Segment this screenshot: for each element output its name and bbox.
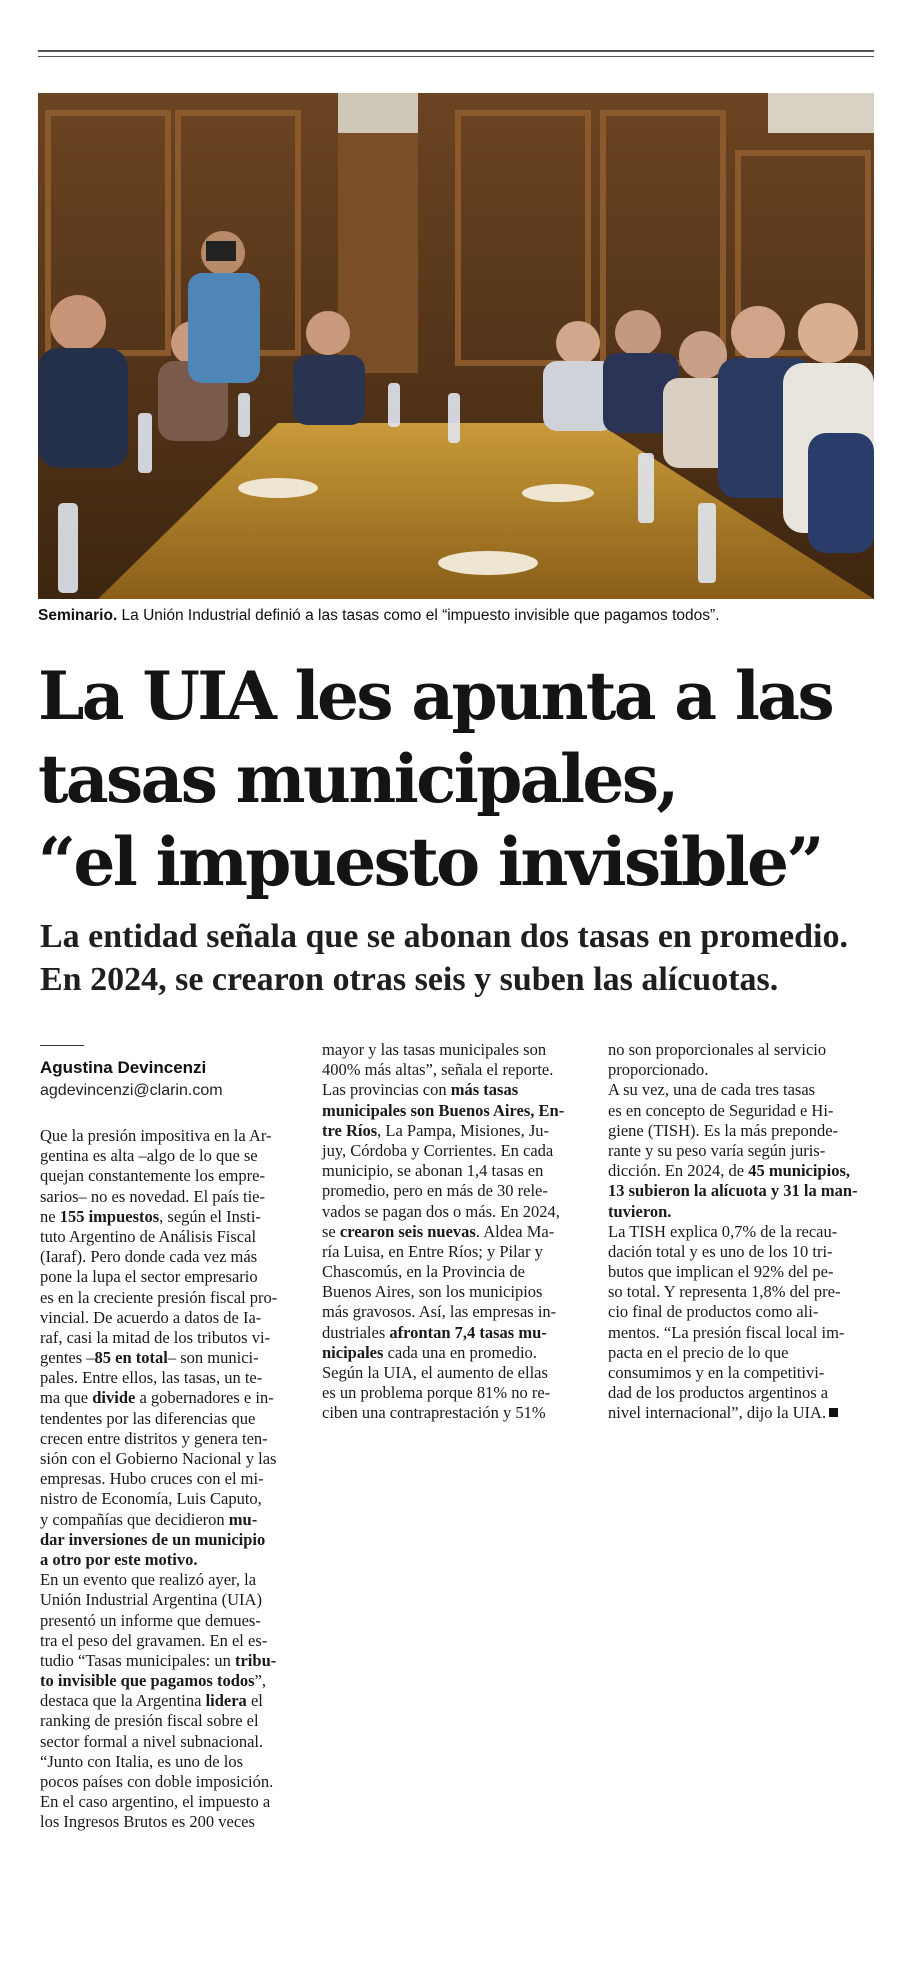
body-text: cada una en promedio. <box>383 1342 537 1362</box>
body-bold-text: municipales son Buenos Aires, En- <box>322 1100 565 1120</box>
body-text: “Junto con Italia, es uno de los <box>40 1751 243 1771</box>
body-line <box>608 1161 872 1181</box>
body-line <box>40 1227 304 1247</box>
body-bold-text: tribu- <box>234 1650 277 1670</box>
body-bold-text: 45 municipios, <box>748 1161 850 1181</box>
body-text: pacta en el precio de lo que <box>608 1342 789 1362</box>
body-line <box>322 1282 586 1302</box>
body-line <box>40 1247 304 1267</box>
body-text: nivel internacional”, dijo la UIA. <box>608 1403 827 1423</box>
author-email[interactable]: agdevincenzi@clarin.com <box>40 1082 223 1099</box>
body-line <box>40 1510 304 1530</box>
body-line <box>322 1101 586 1121</box>
body-text: proporcionado. <box>608 1060 709 1080</box>
body-bold-text: divide <box>92 1388 136 1408</box>
body-line <box>608 1343 872 1363</box>
body-bold-text: 13 subieron la alícuota y 31 la man- <box>608 1181 858 1201</box>
body-bold-text: 155 impuestos <box>59 1206 160 1226</box>
body-text: giene (TISH). Es la más prepondе- <box>608 1120 839 1140</box>
body-line <box>40 1651 304 1671</box>
body-text: pone la lupa el sector empresario <box>40 1267 258 1287</box>
body-text: dustriales <box>322 1322 390 1342</box>
subheadline <box>40 915 880 1001</box>
body-bold-text: dar inversiones de un municipio <box>40 1529 266 1549</box>
body-text: butos que implican el 92% del pe- <box>608 1262 834 1282</box>
body-text: ranking de presión fiscal sobre el <box>40 1711 259 1731</box>
body-line <box>40 1772 304 1792</box>
body-line <box>322 1202 586 1222</box>
body-line <box>40 1348 304 1368</box>
body-line <box>40 1288 304 1308</box>
body-line <box>40 1752 304 1772</box>
body-line <box>40 1590 304 1610</box>
body-column-1 <box>40 1126 304 1833</box>
top-rule-thin <box>38 56 874 57</box>
body-text: juy, Córdoba y Corrientes. En cada <box>322 1140 554 1160</box>
body-line <box>40 1449 304 1469</box>
body-bold-text: 85 en total <box>94 1348 168 1368</box>
body-line <box>322 1080 586 1100</box>
seminar-photo <box>38 93 874 599</box>
body-text: tra el peso del gravamen. En el es- <box>40 1630 268 1650</box>
body-text: crecen entre distritos y genera ten- <box>40 1428 268 1448</box>
body-text: los Ingresos Brutos es 200 veces <box>40 1812 255 1832</box>
headline-line-2: tasas municipales, <box>38 740 677 818</box>
body-text: sector formal a nivel subnacional. <box>40 1731 264 1751</box>
body-text: es un problema porque 81% no re- <box>322 1383 551 1403</box>
end-mark-icon <box>829 1408 838 1417</box>
body-text: raf, casi la mitad de los tributos vi- <box>40 1327 271 1347</box>
body-bold-text: nicipales <box>322 1342 384 1362</box>
body-line <box>40 1429 304 1449</box>
body-bold-text: tuvieron. <box>608 1201 672 1221</box>
body-line <box>608 1121 872 1141</box>
body-text: . Aldea Ma- <box>475 1221 555 1241</box>
body-line <box>40 1732 304 1752</box>
body-text: destaca que la Argentina <box>40 1691 206 1711</box>
body-text: La TISH explica 0,7% de la recau- <box>608 1221 838 1241</box>
body-line <box>40 1368 304 1388</box>
caption-label: Seminario. <box>38 607 118 624</box>
body-text: ”, <box>254 1671 266 1691</box>
body-text: consumimos y en la competitivi- <box>608 1363 825 1382</box>
body-line <box>608 1101 872 1121</box>
body-text: , La Pampa, Misiones, Ju- <box>377 1120 549 1140</box>
headline-line-3: “el impuesto invisible” <box>38 823 822 901</box>
body-line <box>608 1242 872 1262</box>
body-line <box>322 1222 586 1242</box>
body-text: mayor y las tasas municipales son <box>322 1040 547 1059</box>
body-line <box>608 1363 872 1383</box>
body-line <box>40 1570 304 1590</box>
body-line <box>322 1181 586 1201</box>
body-text: ma que <box>40 1388 93 1408</box>
body-text: pocos países con doble imposición. <box>40 1772 274 1791</box>
body-line <box>322 1262 586 1282</box>
body-line <box>608 1323 872 1343</box>
body-text: tendentes por las diferencias que <box>40 1408 256 1428</box>
body-text: so total. Y representa 1,8% del pre- <box>608 1282 841 1302</box>
body-text: Que la presión impositiva en la Ar- <box>40 1126 272 1145</box>
body-line <box>40 1308 304 1328</box>
body-line <box>322 1403 586 1423</box>
body-line <box>322 1363 586 1383</box>
body-text: ría Luisa, en Entre Ríos; y Pilar y <box>322 1241 543 1261</box>
body-text: Unión Industrial Argentina (UIA) <box>40 1590 262 1610</box>
body-text: Según la UIA, el aumento de ellas <box>322 1363 548 1382</box>
body-text: Buenos Aires, son los municipios <box>322 1282 543 1302</box>
body-text: cio final de productos como ali- <box>608 1302 819 1322</box>
body-line <box>322 1121 586 1141</box>
body-text: vincial. De acuerdo a datos de Ia- <box>40 1307 262 1327</box>
body-line <box>40 1328 304 1348</box>
body-line <box>40 1691 304 1711</box>
body-line <box>40 1388 304 1408</box>
body-text: rante y su peso varía según juris- <box>608 1140 826 1160</box>
body-text: nistro de Economía, Luis Caputo, <box>40 1489 262 1509</box>
body-text: Las provincias con <box>322 1080 451 1100</box>
body-line <box>40 1469 304 1489</box>
body-text: mentos. “La presión fiscal local im- <box>608 1322 845 1342</box>
body-text: pales. Entre ellos, las tasas, un te- <box>40 1368 263 1388</box>
body-text: – son munici- <box>167 1348 259 1368</box>
body-line <box>608 1302 872 1322</box>
body-bold-text: a otro por este motivo. <box>40 1549 198 1569</box>
body-text: gentina es alta –algo de lo que se <box>40 1146 258 1166</box>
body-text: a gobernadores e in- <box>135 1388 274 1408</box>
body-line <box>40 1146 304 1166</box>
body-text: En el caso argentino, el impuesto a <box>40 1792 271 1812</box>
body-bold-text: crearon seis nuevas <box>339 1221 476 1241</box>
body-text: y compañías que decidieron <box>40 1509 229 1529</box>
body-line <box>322 1323 586 1343</box>
body-text: más gravosos. Así, las empresas in- <box>322 1302 557 1322</box>
body-text: presentó un informe que demues- <box>40 1610 261 1630</box>
body-line <box>40 1187 304 1207</box>
body-line <box>322 1302 586 1322</box>
body-text: no son proporcionales al servicio <box>608 1040 827 1059</box>
body-text: gentes – <box>40 1348 95 1368</box>
body-column-2 <box>322 1040 586 1424</box>
body-text: 400% más altas”, señala el reporte. <box>322 1060 554 1080</box>
body-text: ciben una contraprestación y 51% <box>322 1403 546 1423</box>
body-line <box>322 1383 586 1403</box>
body-bold-text: más tasas <box>450 1080 519 1100</box>
body-text: empresas. Hubo cruces con el mi- <box>40 1469 264 1489</box>
body-text: sión con el Gobierno Nacional y las <box>40 1449 277 1468</box>
body-line <box>608 1040 872 1060</box>
body-line <box>40 1671 304 1691</box>
body-text: es en la creciente presión fiscal pro- <box>40 1287 278 1307</box>
body-line <box>40 1166 304 1186</box>
body-line <box>322 1343 586 1363</box>
body-line <box>608 1181 872 1201</box>
body-line <box>40 1812 304 1832</box>
body-line <box>40 1267 304 1287</box>
body-line <box>322 1060 586 1080</box>
body-bold-text: afrontan 7,4 tasas mu- <box>389 1322 547 1342</box>
body-text: se <box>322 1221 340 1241</box>
body-text: dación total y es uno de los 10 tri- <box>608 1241 833 1261</box>
body-line <box>608 1080 872 1100</box>
body-line <box>608 1222 872 1242</box>
body-line <box>322 1161 586 1181</box>
body-text: tudio “Tasas municipales: un <box>40 1650 235 1670</box>
body-line <box>40 1530 304 1550</box>
body-bold-text: to invisible que pagamos todos <box>40 1671 255 1691</box>
body-line <box>608 1403 872 1423</box>
body-text: Chascomús, en la Provincia de <box>322 1262 525 1282</box>
top-rule <box>38 50 874 52</box>
body-text: es en concepto de Seguridad e Hi- <box>608 1100 834 1120</box>
body-line <box>40 1611 304 1631</box>
body-text: quejan constantemente los empre- <box>40 1166 265 1186</box>
body-text: promedio, pero en más de 30 rele- <box>322 1181 548 1201</box>
body-line <box>40 1792 304 1812</box>
headline-line-1: La UIA les apunta a las <box>38 657 833 735</box>
photo-caption <box>38 607 878 625</box>
body-text: En un evento que realizó ayer, la <box>40 1570 257 1590</box>
body-text: dicción. En 2024, de <box>608 1161 749 1181</box>
headline <box>38 655 878 904</box>
body-line <box>322 1040 586 1060</box>
body-text: ne <box>40 1206 60 1226</box>
body-line <box>40 1489 304 1509</box>
body-text: tuto Argentino de Análisis Fiscal <box>40 1226 257 1246</box>
body-column-3 <box>608 1040 872 1424</box>
subheadline-line-1: La entidad señala que se abonan dos tasas en promedio. <box>40 918 848 955</box>
body-text: municipio, se abonan 1,4 tasas en <box>322 1161 544 1181</box>
body-line <box>40 1207 304 1227</box>
body-line <box>608 1262 872 1282</box>
body-line <box>608 1141 872 1161</box>
body-line <box>322 1242 586 1262</box>
byline-rule <box>40 1045 84 1046</box>
subheadline-line-2: En 2024, se crearon otras seis y suben las alícuotas. <box>40 961 779 998</box>
body-line <box>608 1383 872 1403</box>
body-line <box>608 1202 872 1222</box>
body-line <box>40 1126 304 1146</box>
body-text: vados se pagan dos o más. En 2024, <box>322 1201 560 1221</box>
body-line <box>40 1550 304 1570</box>
body-line <box>608 1060 872 1080</box>
body-text: dad de los productos argentinos a <box>608 1383 829 1403</box>
body-text: , según el Insti- <box>159 1206 261 1226</box>
body-line <box>608 1282 872 1302</box>
body-text: el <box>246 1691 263 1711</box>
body-bold-text: tre Ríos <box>322 1120 378 1140</box>
caption-text: La Unión Industrial definió a las tasas como el “impuesto invisible que pagamos todos”. <box>117 607 720 624</box>
body-bold-text: lidera <box>205 1691 247 1711</box>
body-bold-text: mu- <box>228 1509 258 1529</box>
body-text: (Iaraf). Pero donde cada vez más <box>40 1247 258 1267</box>
author-name: Agustina Devincenzi <box>40 1058 207 1077</box>
body-line <box>40 1711 304 1731</box>
body-text: A su vez, una de cada tres tasas <box>608 1080 816 1100</box>
body-line <box>40 1631 304 1651</box>
body-line <box>40 1409 304 1429</box>
body-line <box>322 1141 586 1161</box>
body-text: sarios– no es novedad. El país tie- <box>40 1186 265 1206</box>
